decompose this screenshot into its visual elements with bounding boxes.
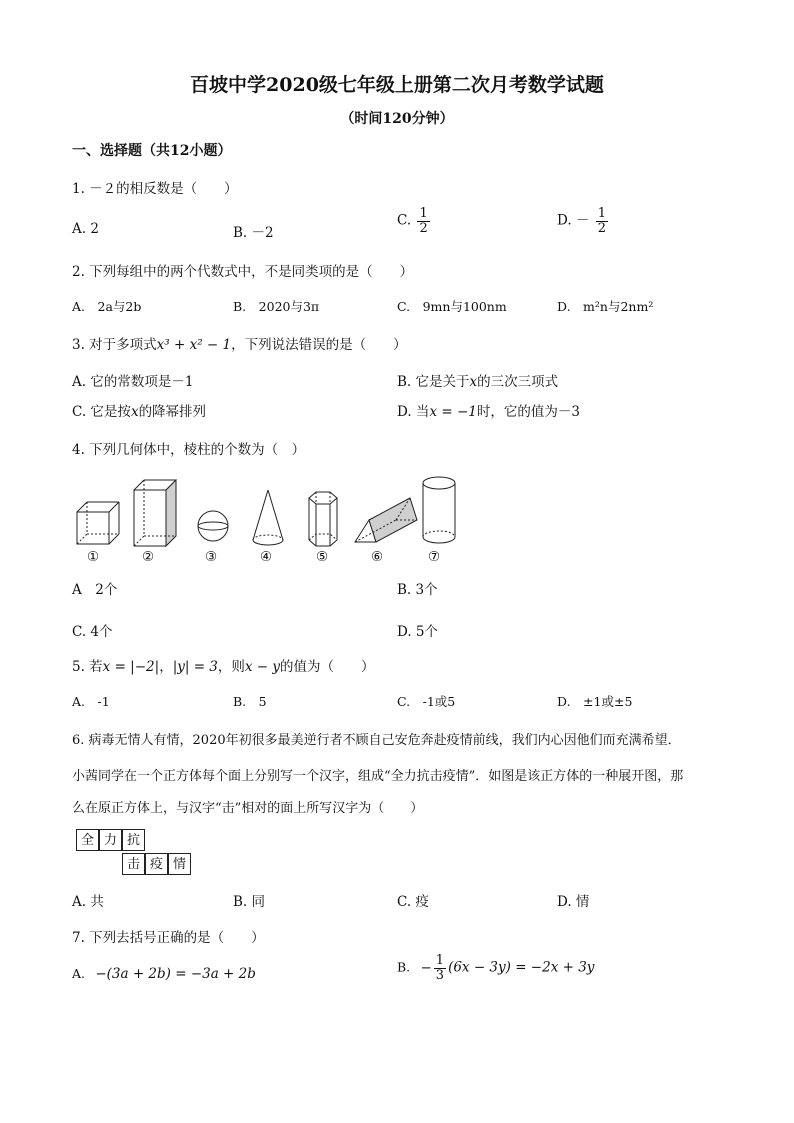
q5-stem-prefix: 5. 若 [72, 659, 103, 675]
q7-option-b-sign: − [420, 959, 432, 976]
question-1-stem: 1. －２的相反数是（ ） [72, 181, 238, 197]
solid-label-1: ① [87, 549, 100, 565]
q4-option-d: D. 5个 [397, 624, 439, 640]
q5-x-definition: x = |−2| [102, 659, 160, 675]
solid-label-5: ⑤ [316, 549, 329, 565]
q1-option-c-label: C. [397, 212, 412, 229]
q1-option-d-label: D. － [557, 212, 590, 229]
q7-option-a-label: A. [72, 966, 86, 981]
q1-option-b: B. －2 [233, 225, 274, 241]
net-cell: 力 [99, 829, 122, 851]
question-4-stem: 4. 下列几何体中，棱柱的个数为（ ） [72, 442, 306, 458]
q7-option-b [397, 954, 594, 982]
q5-then: ，则 [217, 659, 245, 675]
q7-option-a [72, 966, 256, 982]
page-title: 百坡中学2020级七年级上册第二次月考数学试题 [190, 74, 604, 96]
q3-stem-suffix: ，下列说法错误的是（ ） [231, 337, 407, 353]
hexagonal-prism-shape [309, 492, 337, 546]
q4-option-b: B. 3个 [397, 582, 438, 598]
q5-y-definition: |y| = 3 [172, 659, 218, 675]
q1-option-a: A. 2 [72, 221, 99, 237]
fraction-numerator: 1 [435, 953, 445, 968]
sphere-shape [198, 511, 228, 541]
page-subtitle: （时间120分钟） [340, 111, 454, 127]
q6-option-a: A. 共 [72, 894, 104, 910]
q3-option-d [397, 400, 580, 420]
section-heading: 一、选择题（共12小题） [72, 143, 232, 159]
net-cell: 抗 [122, 829, 145, 851]
question-2-stem: 2. 下列每组中的两个代数式中，不是同类项的是（ ） [72, 264, 414, 280]
q6-option-c: C. 疫 [397, 894, 429, 910]
net-cell: 情 [168, 853, 191, 875]
q1-option-c-fraction [417, 207, 429, 235]
q3-option-b [397, 370, 558, 390]
q3-option-c-prefix: C. 它是按 [72, 404, 131, 420]
q3-polynomial: x³ + x² − 1 [156, 337, 232, 353]
solid-label-2: ② [142, 549, 155, 565]
q7-option-b-math: (6x − 3y) = −2x + 3y [448, 959, 595, 976]
q5-expression: x − y [244, 659, 281, 675]
q3-option-a: A. 它的常数项是－1 [72, 374, 194, 390]
q3-option-c-suffix: 的降幂排列 [138, 404, 207, 420]
solid-label-6: ⑥ [371, 549, 384, 565]
cylinder-shape [423, 477, 455, 543]
fraction-numerator: 1 [419, 206, 428, 221]
q3-option-c-variable: x [130, 404, 139, 420]
question-6-line-2: 小茜同学在一个正方体每个面上分别写一个汉字，组成“全力抗击疫情”．如图是该正方体的一种展开图，那 [72, 769, 684, 784]
q7-option-b-label: B. [397, 959, 411, 975]
fraction-numerator: 1 [597, 206, 607, 221]
q3-option-c [72, 400, 206, 420]
question-5-stem [72, 655, 375, 675]
net-cell: 击 [122, 853, 145, 875]
net-cell: 全 [76, 829, 99, 851]
fraction-denominator: 3 [435, 967, 445, 983]
q5-stem-suffix: 的值为（ ） [280, 659, 375, 675]
q3-option-b-variable: x [469, 374, 478, 390]
fraction-denominator: 2 [419, 220, 428, 236]
q3-option-d-math: x = −1 [429, 404, 477, 420]
q5-option-c: C. -1或5 [397, 694, 456, 709]
q7-option-b-fraction [434, 954, 446, 982]
cube-net-figure [76, 829, 196, 877]
q7-option-a-math: −(3a + 2b) = −3a + 2b [95, 966, 256, 982]
cone-shape [253, 490, 283, 545]
solid-label-7: ⑦ [428, 549, 441, 565]
q2-option-d: D. m²n与2nm² [557, 299, 654, 314]
q3-option-b-prefix: B. 它是关于 [397, 374, 470, 390]
q5-option-d: D. ±1或±5 [557, 694, 633, 709]
q6-option-d: D. 情 [557, 894, 590, 910]
question-6-line-3: 么在原正方体上，与汉字“击”相对的面上所写汉字为（ ） [72, 801, 424, 816]
triangular-prism-shape [355, 498, 417, 542]
q1-option-d [557, 207, 610, 235]
q4-option-a: A 2个 [72, 582, 118, 598]
question-7-stem: 7. 下列去括号正确的是（ ） [72, 930, 265, 946]
fraction-denominator: 2 [597, 220, 607, 236]
q3-option-d-prefix: D. 当 [397, 404, 430, 420]
q2-option-c: C. 9mn与100nm [397, 299, 507, 314]
q2-option-a: A. 2a与2b [72, 299, 142, 314]
q3-option-d-suffix: 时，它的值为－3 [476, 404, 580, 420]
cuboid-shape [134, 480, 176, 546]
q6-option-b: B. 同 [233, 894, 266, 910]
q1-option-c [397, 207, 432, 235]
q2-option-b: B. 2020与3π [233, 299, 320, 314]
net-cell: 疫 [145, 853, 168, 875]
q5-option-a: A. -1 [72, 694, 110, 709]
cube-shape [77, 502, 119, 544]
solid-label-3: ③ [205, 549, 218, 565]
q1-option-d-fraction [596, 207, 608, 235]
q3-option-b-suffix: 的三次三项式 [477, 374, 559, 390]
q4-option-c: C. 4个 [72, 624, 113, 640]
q5-separator: ， [159, 659, 173, 675]
solid-label-4: ④ [260, 549, 273, 565]
question-3-stem [72, 333, 407, 353]
q5-option-b: B. 5 [233, 694, 267, 709]
q3-stem-prefix: 3. 对于多项式 [72, 337, 157, 353]
question-6-line-1: 6. 病毒无情人有情，2020年初很多最美逆行者不顾自己安危奔赴疫情前线，我们内心因他们而充满希望． [72, 733, 681, 748]
